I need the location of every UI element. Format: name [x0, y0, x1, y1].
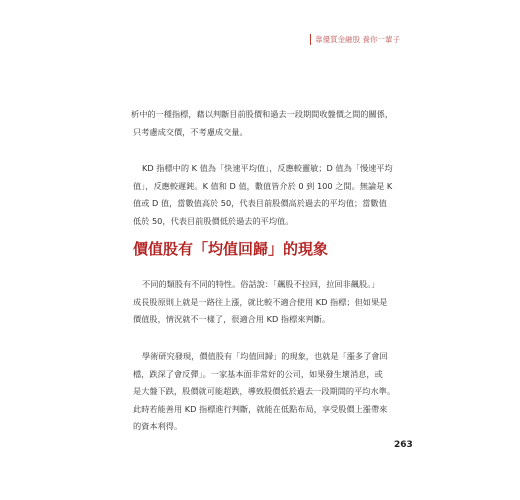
paragraph-line: 值」，反應較遲鈍。K 值和 D 值，數值皆介於 0 到 100 之間。無論是 K: [133, 180, 393, 191]
paragraph-line: 的資本利得。: [133, 421, 183, 431]
paragraph-line: 學術研究發現，價值股有「均值回歸」的現象，也就是「漲多了會回: [142, 351, 388, 361]
section-heading: 價值股有「均值回歸」的現象: [133, 240, 329, 258]
paragraph-line: 析中的一種指標，藉以判斷目前股價和過去一段期間收盤價之間的關係，: [131, 109, 394, 119]
running-title: 靠優質金融股 養你一輩子: [315, 35, 400, 44]
paragraph-line: 不同的類股有不同的特性。俗話說：「飆股不拉回，拉回非飆股。」: [142, 279, 380, 289]
paragraph-line: 只考慮成交價，不考慮成交量。: [133, 126, 248, 137]
page-number: 263: [394, 440, 413, 450]
paragraph-line: KD 指標中的 K 值為「快速平均值」，反應較靈敏；D 值為「慢速平均: [142, 163, 393, 173]
header-accent-bar: [310, 34, 312, 45]
paragraph-line: 值或 D 值，當數值高於 50，代表目前股價高於過去的平均值；當數值: [133, 198, 387, 208]
paragraph-line: 是大盤下跌，股價就可能超跌，導致股價低於過去一段期間的平均水準。: [133, 386, 396, 396]
paragraph-line: 檔，跌深了會反彈」。一家基本面非常好的公司，如果發生壞消息，或: [133, 368, 383, 379]
paragraph-2: [133, 160, 401, 230]
running-header: [310, 34, 400, 45]
paragraph-1: [133, 106, 401, 141]
paragraph-3: [133, 276, 401, 329]
paragraph-line: 價值股，情況就不一樣了，很適合用 KD 指標來判斷。: [133, 314, 331, 324]
paragraph-line: 此時若能善用 KD 指標進行判斷，就能在低點布局，享受股價上漲帶來: [133, 403, 388, 414]
paragraph-4: [133, 348, 401, 436]
paragraph-line: 低於 50，代表目前股價低於過去的平均值。: [133, 215, 294, 226]
paragraph-line: 成長股原則上就是一路往上漲，就比較不適合使用 KD 指標；但如果是: [133, 296, 388, 307]
